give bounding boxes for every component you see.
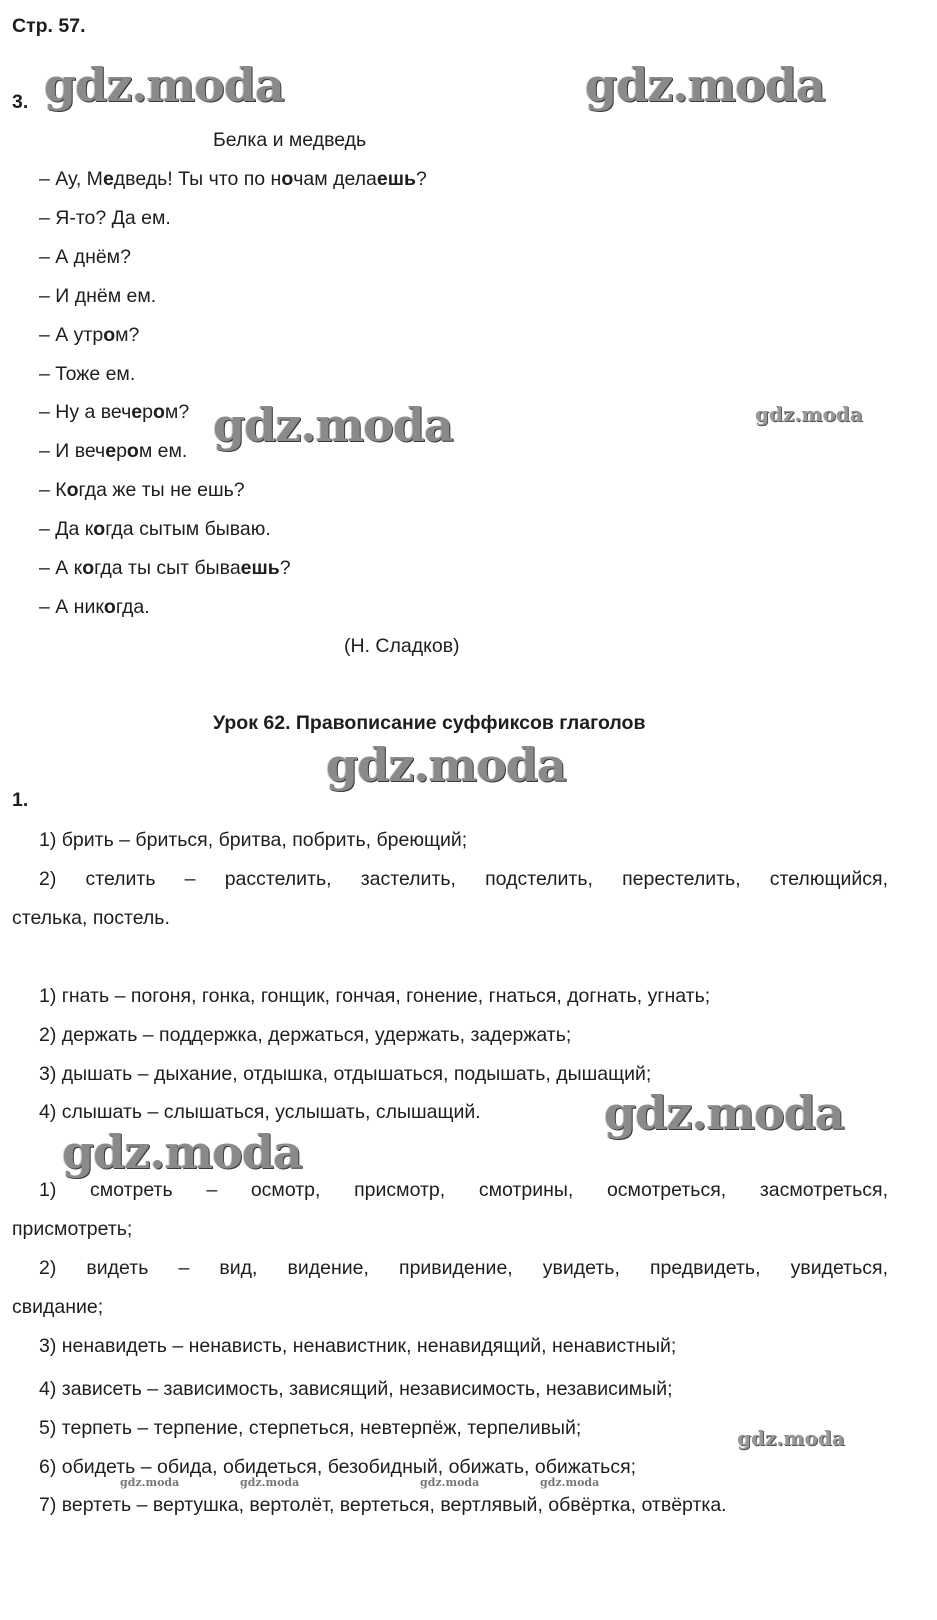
dialogue-line [39, 439, 187, 463]
dialogue-text: – И днём ем. [39, 285, 157, 307]
dialogue-text: гда сытым бываю. [105, 518, 271, 540]
watermark: gdz.moda [540, 1476, 600, 1489]
highlighted-letters: ешь [240, 557, 280, 579]
list-item: 1) брить – бриться, бритва, побрить, бреющий; [39, 829, 468, 851]
dialogue-text: р [142, 401, 153, 423]
story-title: Белка и медведь [213, 129, 367, 151]
highlighted-letters: о [103, 596, 116, 618]
highlighted-letters: о [153, 401, 165, 423]
list-item-continuation: присмотреть; [12, 1218, 133, 1240]
story-author: (Н. Сладков) [344, 635, 460, 657]
dialogue-text: – Тоже ем. [39, 363, 136, 385]
dialogue-line [39, 556, 291, 580]
dialogue-text: – Да к [39, 518, 94, 540]
dialogue-text: дведь! Ты что по н [113, 168, 282, 190]
highlighted-letters: о [82, 557, 95, 579]
highlighted-letters: е [102, 168, 114, 190]
dialogue-text: м? [164, 401, 190, 423]
dialogue-text: – А днём? [39, 246, 131, 268]
highlighted-letters: о [66, 479, 79, 501]
dialogue-line [39, 517, 271, 541]
watermark: gdz.moda [44, 58, 284, 112]
list-item: 4) слышать – слышаться, услышать, слышащий. [39, 1101, 481, 1123]
dialogue-text: чам дела [293, 168, 377, 190]
watermark: gdz.moda [604, 1086, 844, 1140]
highlighted-letters: о [103, 324, 116, 346]
dialogue-text: гда же ты не ешь? [78, 479, 245, 501]
highlighted-letters: о [281, 168, 294, 190]
list-item: 4) зависеть – зависимость, зависящий, независимость, независимый; [39, 1378, 673, 1400]
exercise-1-number: 1. [12, 789, 29, 811]
highlighted-letters: е [105, 440, 117, 462]
dialogue-line [39, 245, 131, 269]
dialogue-line [39, 167, 427, 191]
dialogue-text: – А ник [39, 596, 104, 618]
dialogue-line [39, 595, 150, 619]
dialogue-text: ? [415, 168, 427, 190]
watermark: gdz.moda [420, 1476, 480, 1489]
list-item: 1) гнать – погоня, гонка, гонщик, гончая, гонение, гнаться, догнать, угнать; [39, 985, 711, 1007]
list-item: 7) вертеть – вертушка, вертолёт, вертеться, вертлявый, обвёртка, отвёртка. [39, 1494, 727, 1516]
list-item: 1) смотреть – осмотр, присмотр, смотрины, осмотреться, засмотреться, [39, 1179, 888, 1201]
highlighted-letters: е [131, 401, 143, 423]
dialogue-line [39, 362, 135, 386]
dialogue-text: – А к [39, 557, 83, 579]
dialogue-line [39, 284, 156, 308]
watermark: gdz.moda [62, 1125, 302, 1179]
watermark: gdz.moda [240, 1476, 300, 1489]
dialogue-text: м? [115, 324, 140, 346]
dialogue-line [39, 206, 171, 230]
dialogue-text: м ем. [138, 440, 188, 462]
dialogue-text: р [116, 440, 127, 462]
dialogue-text: гда ты сыт быва [94, 557, 241, 579]
watermark: gdz.moda [120, 1476, 180, 1489]
dialogue-text: ? [279, 557, 291, 579]
watermark: gdz.moda [755, 402, 863, 426]
watermark: gdz.moda [737, 1426, 845, 1450]
dialogue-line [39, 400, 189, 424]
list-item: 2) стелить – расстелить, застелить, подстелить, перестелить, стелющийся, [39, 868, 888, 890]
highlighted-letters: о [93, 518, 106, 540]
exercise-3-number: 3. [12, 91, 29, 113]
lesson-heading: Урок 62. Правописание суффиксов глаголов [213, 712, 646, 734]
dialogue-text: – Я-то? Да ем. [39, 207, 171, 229]
dialogue-text: – К [39, 479, 67, 501]
dialogue-text: гда. [115, 596, 150, 618]
list-item: 2) видеть – вид, видение, привидение, увидеть, предвидеть, увидеться, [39, 1257, 888, 1279]
dialogue-line [39, 478, 245, 502]
list-item: 2) держать – поддержка, держаться, удержать, задержать; [39, 1024, 572, 1046]
dialogue-text: – А утр [39, 324, 104, 346]
list-item-continuation: свидание; [12, 1296, 104, 1318]
highlighted-letters: ешь [376, 168, 416, 190]
list-item: 3) ненавидеть – ненависть, ненавистник, ненавидящий, ненавистный; [39, 1335, 677, 1357]
watermark: gdz.moda [213, 398, 453, 452]
watermark: gdz.moda [585, 58, 825, 112]
dialogue-text: – Ну а веч [39, 401, 132, 423]
list-item: 3) дышать – дыхание, отдышка, отдышаться, подышать, дышащий; [39, 1063, 652, 1085]
dialogue-line [39, 323, 139, 347]
dialogue-text: – И веч [39, 440, 106, 462]
dialogue-text: – Ау, М [39, 168, 103, 190]
page-label: Стр. 57. [12, 15, 86, 37]
list-item: 6) обидеть – обида, обидеться, безобидный, обижать, обижаться; [39, 1456, 637, 1478]
list-item-continuation: стелька, постель. [12, 907, 170, 929]
list-item: 5) терпеть – терпение, стерпеться, невтерпёж, терпеливый; [39, 1417, 582, 1439]
watermark: gdz.moda [326, 738, 566, 792]
highlighted-letters: о [126, 440, 139, 462]
